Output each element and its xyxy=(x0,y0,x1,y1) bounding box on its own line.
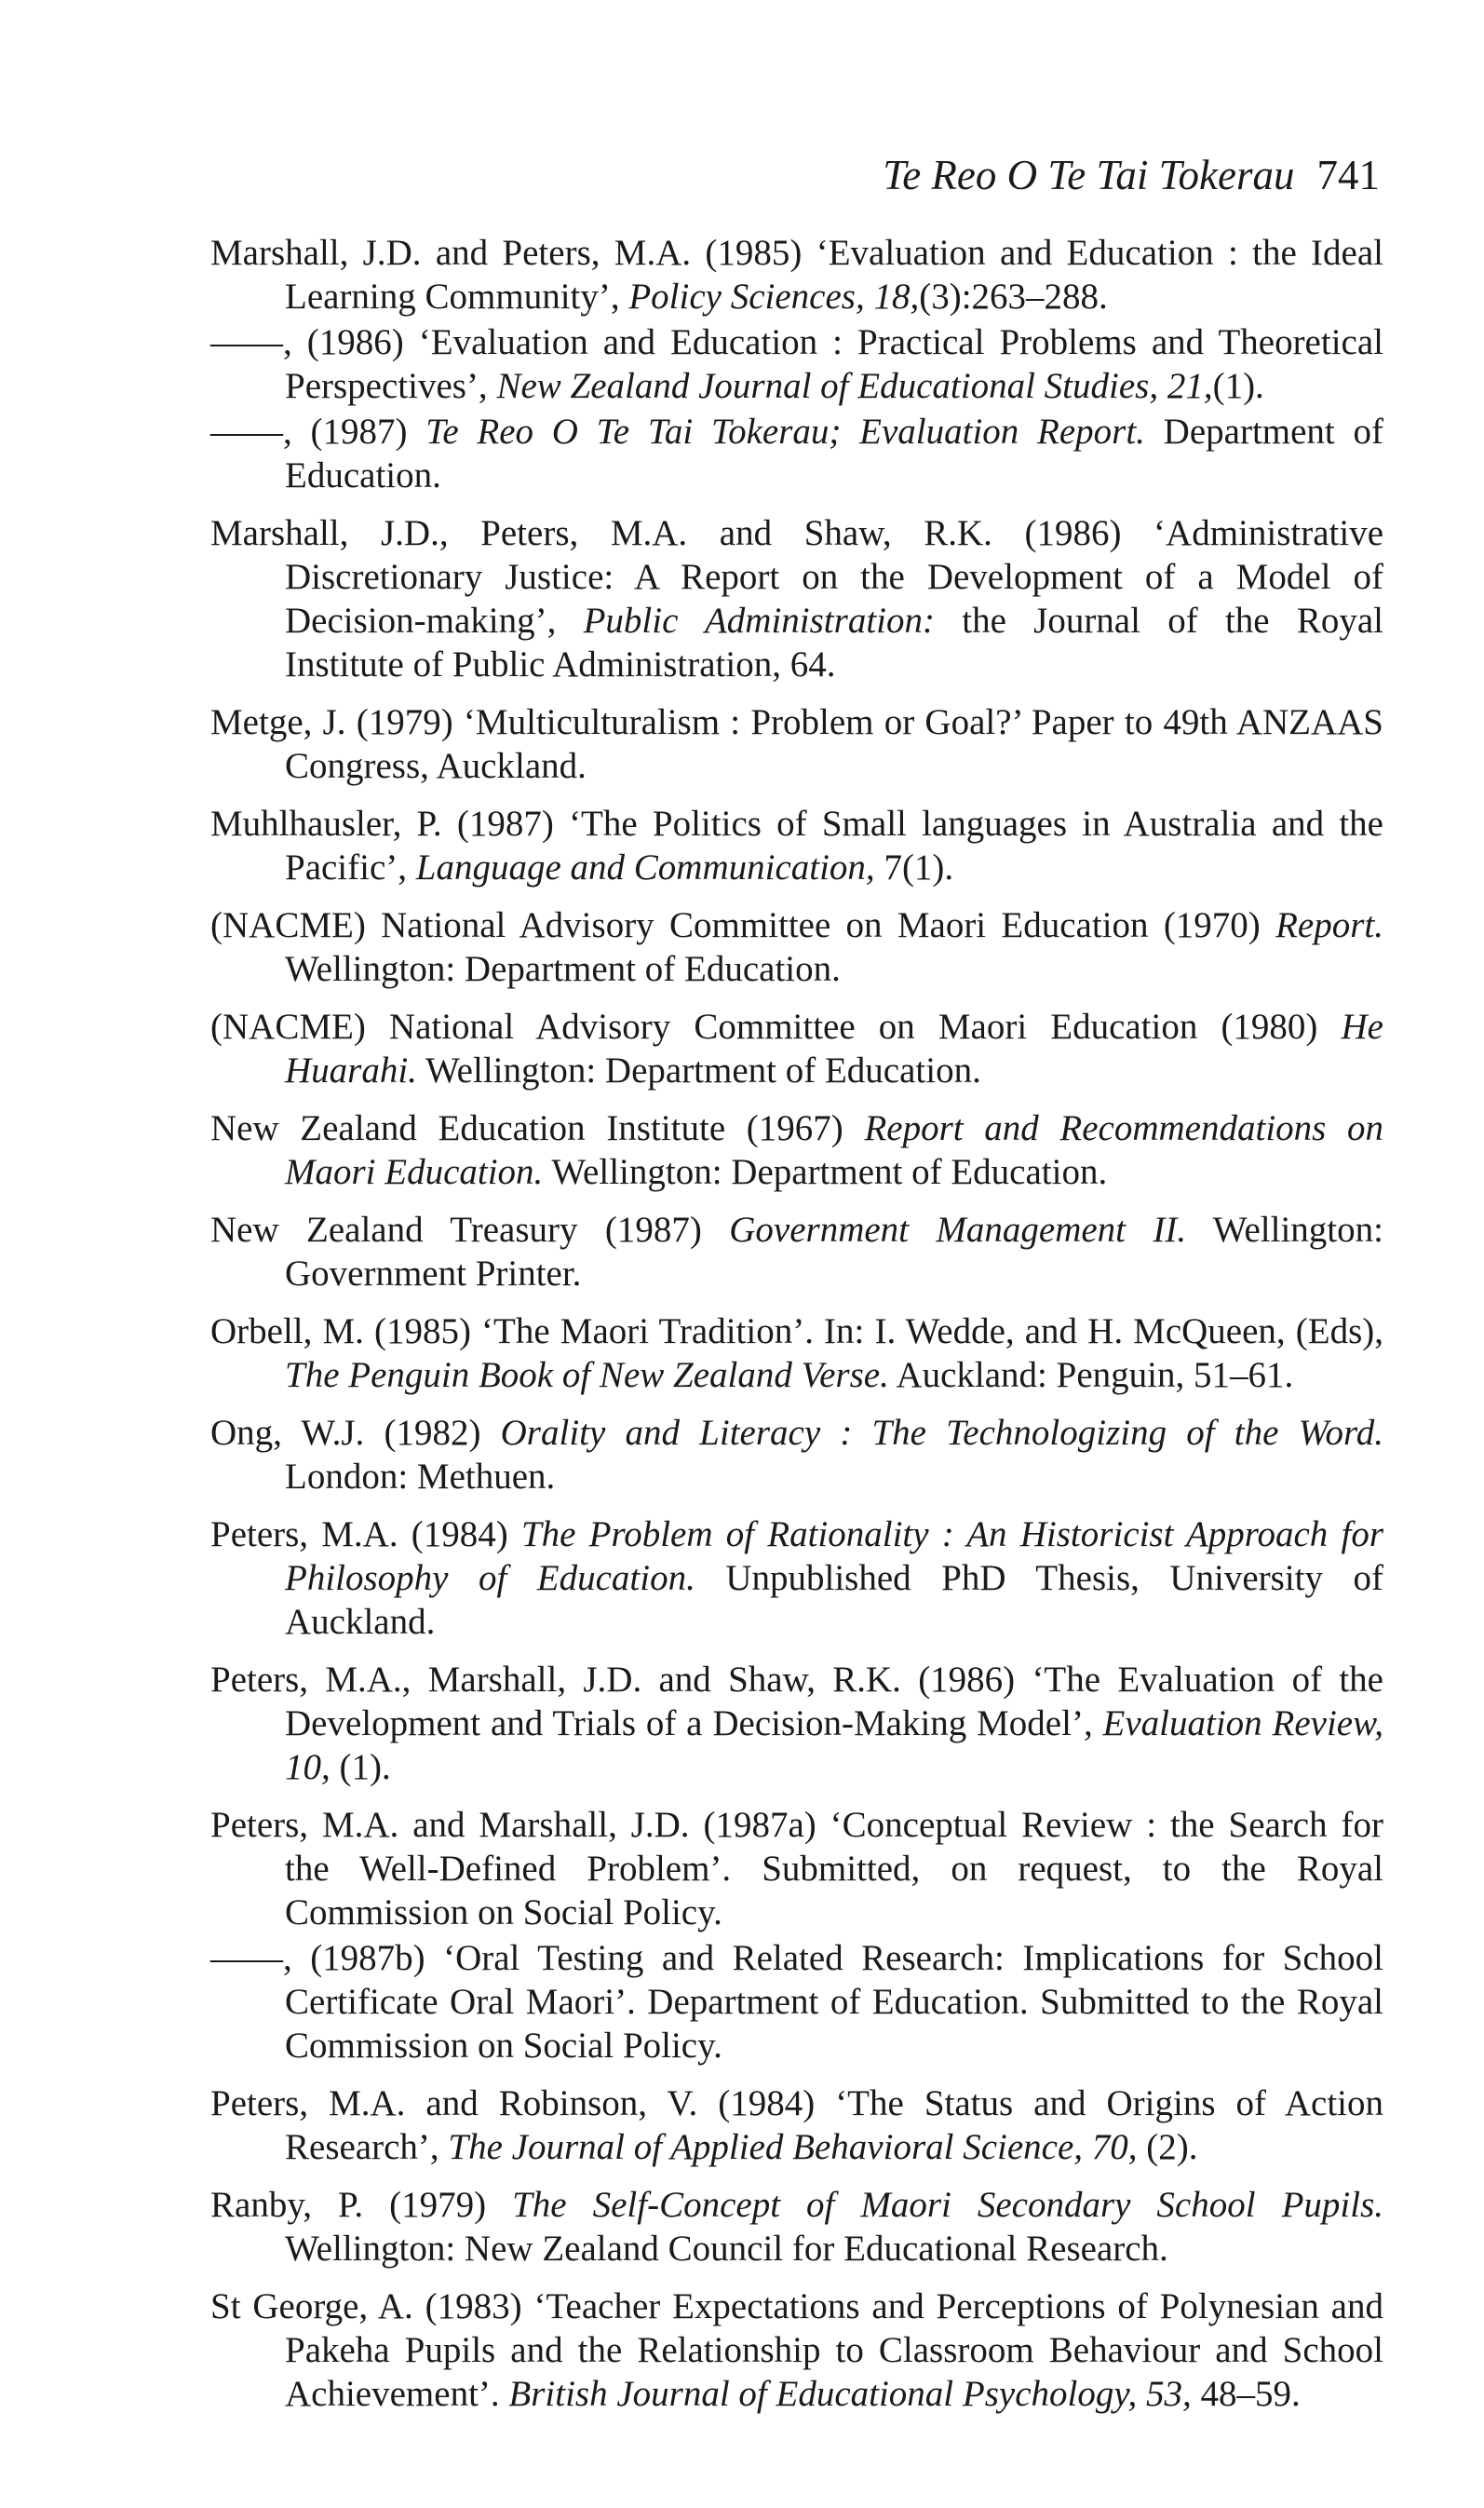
reference-entry: Marshall, J.D. and Peters, M.A. (1985) ‘Evaluation and Education : the Ideal Learning Community’, Policy Sciences, 18,(3):263–288. xyxy=(210,233,1383,317)
reference-entry: St George, A. (1983) ‘Teacher Expectations and Perceptions of Polynesian and Pakeha Pupils and the Relationship to Classroom Behaviour and School Achievement’. British Journal of Educational Psychology, 53, 48–59. xyxy=(210,2286,1383,2414)
reference-entry: ——, (1986) ‘Evaluation and Education : Practical Problems and Theoretical Perspectives’, New Zealand Journal of Educational Studies, 21,(1). xyxy=(210,322,1383,406)
reference-list xyxy=(210,231,1383,2416)
reference-entry: Orbell, M. (1985) ‘The Maori Tradition’. In: I. Wedde, and H. McQueen, (Eds), The Penguin Book of New Zealand Verse. Auckland: Penguin, 51–61. xyxy=(210,1311,1383,1395)
reference-entry: New Zealand Education Institute (1967) Report and Recommendations on Maori Education. Wellington: Department of Education. xyxy=(210,1108,1383,1192)
reference-entry: Muhlhausler, P. (1987) ‘The Politics of Small languages in Australia and the Pacific’, Language and Communication, 7(1). xyxy=(210,804,1383,888)
reference-entry: Ranby, P. (1979) The Self-Concept of Maori Secondary School Pupils. Wellington: New Zealand Council for Educational Research. xyxy=(210,2185,1383,2269)
reference-entry: Ong, W.J. (1982) Orality and Literacy : The Technologizing of the Word. London: Methuen. xyxy=(210,1413,1383,1497)
running-head xyxy=(883,152,1380,198)
reference-entry: New Zealand Treasury (1987) Government Management II. Wellington: Government Printer. xyxy=(210,1210,1383,1294)
reference-entry: Peters, M.A. and Marshall, J.D. (1987a) ‘Conceptual Review : the Search for the Well-Defined Problem’. Submitted, on request, to the Royal Commission on Social Policy. xyxy=(210,1805,1383,1932)
reference-entry: Metge, J. (1979) ‘Multiculturalism : Problem or Goal?’ Paper to 49th ANZAAS Congress, Auckland. xyxy=(210,702,1383,786)
reference-entry: Peters, M.A., Marshall, J.D. and Shaw, R.K. (1986) ‘The Evaluation of the Development and Trials of a Decision-Making Model’, Evaluation Review, 10, (1). xyxy=(210,1660,1383,1787)
reference-entry: (NACME) National Advisory Committee on Maori Education (1970) Report. Wellington: Department of Education. xyxy=(210,905,1383,989)
reference-entry: ——, (1987b) ‘Oral Testing and Related Research: Implications for School Certificate Oral Maori’. Department of Education. Submitted to the Royal Commission on Social Policy. xyxy=(210,1938,1383,2066)
reference-entry: (NACME) National Advisory Committee on Maori Education (1980) He Huarahi. Wellington: Department of Education. xyxy=(210,1007,1383,1091)
reference-entry: Marshall, J.D., Peters, M.A. and Shaw, R.K. (1986) ‘Administrative Discretionary Justice: A Report on the Development of a Model of Decision-making’, Public Administration: the Journal of the Royal Institute of Public Administration, 64. xyxy=(210,513,1384,685)
running-head-title: Te Reo O Te Tai Tokerau xyxy=(883,152,1295,198)
page-number: 741 xyxy=(1316,152,1380,198)
reference-entry: Peters, M.A. (1984) The Problem of Rationality : An Historicist Approach for Philosophy of Education. Unpublished PhD Thesis, University of Auckland. xyxy=(210,1514,1383,1642)
reference-entry: ——, (1987) Te Reo O Te Tai Tokerau; Evaluation Report. Department of Education. xyxy=(210,412,1383,495)
reference-entry: Peters, M.A. and Robinson, V. (1984) ‘The Status and Origins of Action Research’, The Journal of Applied Behavioral Science, 70, (2). xyxy=(210,2083,1383,2167)
